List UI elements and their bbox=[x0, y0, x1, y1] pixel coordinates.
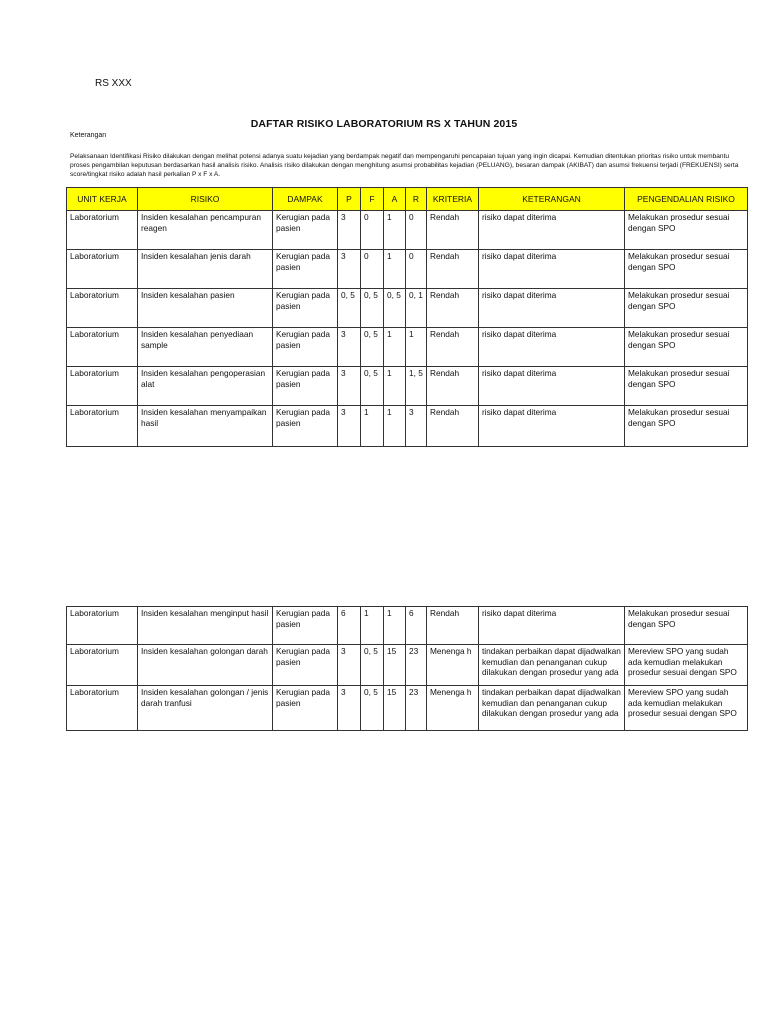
cell-p: 0, 5 bbox=[338, 289, 361, 328]
cell-kriteria: Rendah bbox=[427, 406, 479, 447]
table-row bbox=[67, 328, 748, 367]
header-risiko: RISIKO bbox=[138, 188, 273, 211]
cell-keterangan: tindakan perbaikan dapat dijadwalkan kemudian dan penanganan cukup dilakukan dengan prosedur yang ada bbox=[479, 686, 625, 731]
cell-f: 1 bbox=[361, 406, 384, 447]
cell-keterangan: risiko dapat diterima bbox=[479, 289, 625, 328]
cell-p: 6 bbox=[338, 607, 361, 645]
cell-kriteria: Menenga h bbox=[427, 686, 479, 731]
cell-risiko: Insiden kesalahan pengoperasian alat bbox=[138, 367, 273, 406]
cell-risiko: Insiden kesalahan golongan / jenis darah tranfusi bbox=[138, 686, 273, 731]
cell-kriteria: Rendah bbox=[427, 328, 479, 367]
table-row bbox=[67, 289, 748, 328]
cell-r: 0 bbox=[406, 211, 427, 250]
table-row bbox=[67, 250, 748, 289]
cell-p: 3 bbox=[338, 406, 361, 447]
cell-keterangan: risiko dapat diterima bbox=[479, 328, 625, 367]
cell-r: 1, 5 bbox=[406, 367, 427, 406]
cell-dampak: Kerugian pada pasien bbox=[273, 686, 338, 731]
cell-f: 0, 5 bbox=[361, 645, 384, 686]
cell-dampak: Kerugian pada pasien bbox=[273, 289, 338, 328]
header-unit-kerja: UNIT KERJA bbox=[67, 188, 138, 211]
keterangan-label: Keterangan bbox=[70, 132, 107, 139]
cell-dampak: Kerugian pada pasien bbox=[273, 367, 338, 406]
cell-r: 1 bbox=[406, 328, 427, 367]
cell-a: 1 bbox=[384, 607, 406, 645]
cell-a: 15 bbox=[384, 686, 406, 731]
cell-p: 3 bbox=[338, 250, 361, 289]
cell-unit: Laboratorium bbox=[67, 406, 138, 447]
cell-pengendalian: Melakukan prosedur sesuai dengan SPO bbox=[625, 406, 748, 447]
cell-p: 3 bbox=[338, 211, 361, 250]
cell-risiko: Insiden kesalahan menyampaikan hasil bbox=[138, 406, 273, 447]
cell-pengendalian: Melakukan prosedur sesuai dengan SPO bbox=[625, 607, 748, 645]
cell-f: 1 bbox=[361, 607, 384, 645]
cell-p: 3 bbox=[338, 328, 361, 367]
cell-a: 0, 5 bbox=[384, 289, 406, 328]
cell-unit: Laboratorium bbox=[67, 645, 138, 686]
header-kriteria: KRITERIA bbox=[427, 188, 479, 211]
cell-risiko: Insiden kesalahan pencampuran reagen bbox=[138, 211, 273, 250]
cell-unit: Laboratorium bbox=[67, 686, 138, 731]
cell-dampak: Kerugian pada pasien bbox=[273, 211, 338, 250]
risk-table-page1 bbox=[66, 187, 748, 447]
cell-r: 3 bbox=[406, 406, 427, 447]
cell-unit: Laboratorium bbox=[67, 328, 138, 367]
cell-kriteria: Rendah bbox=[427, 367, 479, 406]
cell-pengendalian: Melakukan prosedur sesuai dengan SPO bbox=[625, 328, 748, 367]
cell-f: 0, 5 bbox=[361, 367, 384, 406]
cell-p: 3 bbox=[338, 367, 361, 406]
cell-a: 1 bbox=[384, 211, 406, 250]
cell-unit: Laboratorium bbox=[67, 250, 138, 289]
cell-pengendalian: Mereview SPO yang sudah ada kemudian melakukan prosedur sesuai dengan SPO bbox=[625, 686, 748, 731]
cell-dampak: Kerugian pada pasien bbox=[273, 607, 338, 645]
cell-risiko: Insiden kesalahan penyediaan sample bbox=[138, 328, 273, 367]
cell-a: 1 bbox=[384, 250, 406, 289]
cell-p: 3 bbox=[338, 686, 361, 731]
cell-keterangan: tindakan perbaikan dapat dijadwalkan kemudian dan penanganan cukup dilakukan dengan prosedur yang ada bbox=[479, 645, 625, 686]
cell-pengendalian: Mereview SPO yang sudah ada kemudian melakukan prosedur sesuai dengan SPO bbox=[625, 645, 748, 686]
header-r: R bbox=[406, 188, 427, 211]
cell-kriteria: Rendah bbox=[427, 250, 479, 289]
table-row bbox=[67, 367, 748, 406]
header-keterangan: KETERANGAN bbox=[479, 188, 625, 211]
table-row bbox=[67, 607, 748, 645]
cell-a: 1 bbox=[384, 367, 406, 406]
cell-f: 0 bbox=[361, 211, 384, 250]
cell-f: 0, 5 bbox=[361, 686, 384, 731]
description-paragraph: Pelaksanaan Identifikasi Risiko dilakukan dengan melihat potensi adanya suatu kejadian yang berdampak negatif dan mempengaruhi pencapaian tujuan yang ingin dicapai. Kemudian ditentukan prioritas risiko untuk membantu proses pengambilan keputusan berdasarkan hasil analisis risiko. Analisis risiko dilakukan dengan menghitung asumsi probabilitas kejadian (PELUANG), besaran dampak (AKIBAT) dan asumsi frekuensi terjadi (FREKUENSI) serta score/tingkat risiko adalah hasil perkalian P x F x A. bbox=[70, 153, 739, 178]
cell-risiko: Insiden kesalahan menginput hasil bbox=[138, 607, 273, 645]
cell-keterangan: risiko dapat diterima bbox=[479, 367, 625, 406]
table-row bbox=[67, 211, 748, 250]
cell-r: 6 bbox=[406, 607, 427, 645]
cell-keterangan: risiko dapat diterima bbox=[479, 211, 625, 250]
cell-dampak: Kerugian pada pasien bbox=[273, 328, 338, 367]
cell-p: 3 bbox=[338, 645, 361, 686]
hospital-label: RS XXX bbox=[95, 78, 132, 89]
cell-r: 23 bbox=[406, 686, 427, 731]
cell-dampak: Kerugian pada pasien bbox=[273, 406, 338, 447]
cell-pengendalian: Melakukan prosedur sesuai dengan SPO bbox=[625, 250, 748, 289]
cell-r: 0 bbox=[406, 250, 427, 289]
cell-kriteria: Rendah bbox=[427, 289, 479, 328]
table-row bbox=[67, 645, 748, 686]
cell-risiko: Insiden kesalahan pasien bbox=[138, 289, 273, 328]
document-title: DAFTAR RISIKO LABORATORIUM RS X TAHUN 2015 bbox=[250, 118, 518, 130]
cell-a: 15 bbox=[384, 645, 406, 686]
cell-r: 23 bbox=[406, 645, 427, 686]
cell-a: 1 bbox=[384, 328, 406, 367]
risk-table-page2 bbox=[66, 606, 748, 731]
cell-keterangan: risiko dapat diterima bbox=[479, 250, 625, 289]
cell-f: 0, 5 bbox=[361, 289, 384, 328]
header-p: P bbox=[338, 188, 361, 211]
cell-unit: Laboratorium bbox=[67, 289, 138, 328]
cell-pengendalian: Melakukan prosedur sesuai dengan SPO bbox=[625, 211, 748, 250]
cell-r: 0, 1 bbox=[406, 289, 427, 328]
cell-unit: Laboratorium bbox=[67, 607, 138, 645]
cell-a: 1 bbox=[384, 406, 406, 447]
table-header-row bbox=[67, 188, 748, 211]
header-a: A bbox=[384, 188, 406, 211]
header-dampak: DAMPAK bbox=[273, 188, 338, 211]
cell-dampak: Kerugian pada pasien bbox=[273, 250, 338, 289]
cell-kriteria: Menenga h bbox=[427, 645, 479, 686]
cell-f: 0, 5 bbox=[361, 328, 384, 367]
cell-risiko: Insiden kesalahan jenis darah bbox=[138, 250, 273, 289]
cell-risiko: Insiden kesalahan golongan darah bbox=[138, 645, 273, 686]
cell-pengendalian: Melakukan prosedur sesuai dengan SPO bbox=[625, 289, 748, 328]
cell-keterangan: risiko dapat diterima bbox=[479, 406, 625, 447]
cell-kriteria: Rendah bbox=[427, 607, 479, 645]
cell-dampak: Kerugian pada pasien bbox=[273, 645, 338, 686]
cell-unit: Laboratorium bbox=[67, 367, 138, 406]
table-row bbox=[67, 686, 748, 731]
table-row bbox=[67, 406, 748, 447]
cell-unit: Laboratorium bbox=[67, 211, 138, 250]
header-pengendalian: PENGENDALIAN RISIKO bbox=[625, 188, 748, 211]
cell-keterangan: risiko dapat diterima bbox=[479, 607, 625, 645]
cell-pengendalian: Melakukan prosedur sesuai dengan SPO bbox=[625, 367, 748, 406]
cell-f: 0 bbox=[361, 250, 384, 289]
header-f: F bbox=[361, 188, 384, 211]
cell-kriteria: Rendah bbox=[427, 211, 479, 250]
